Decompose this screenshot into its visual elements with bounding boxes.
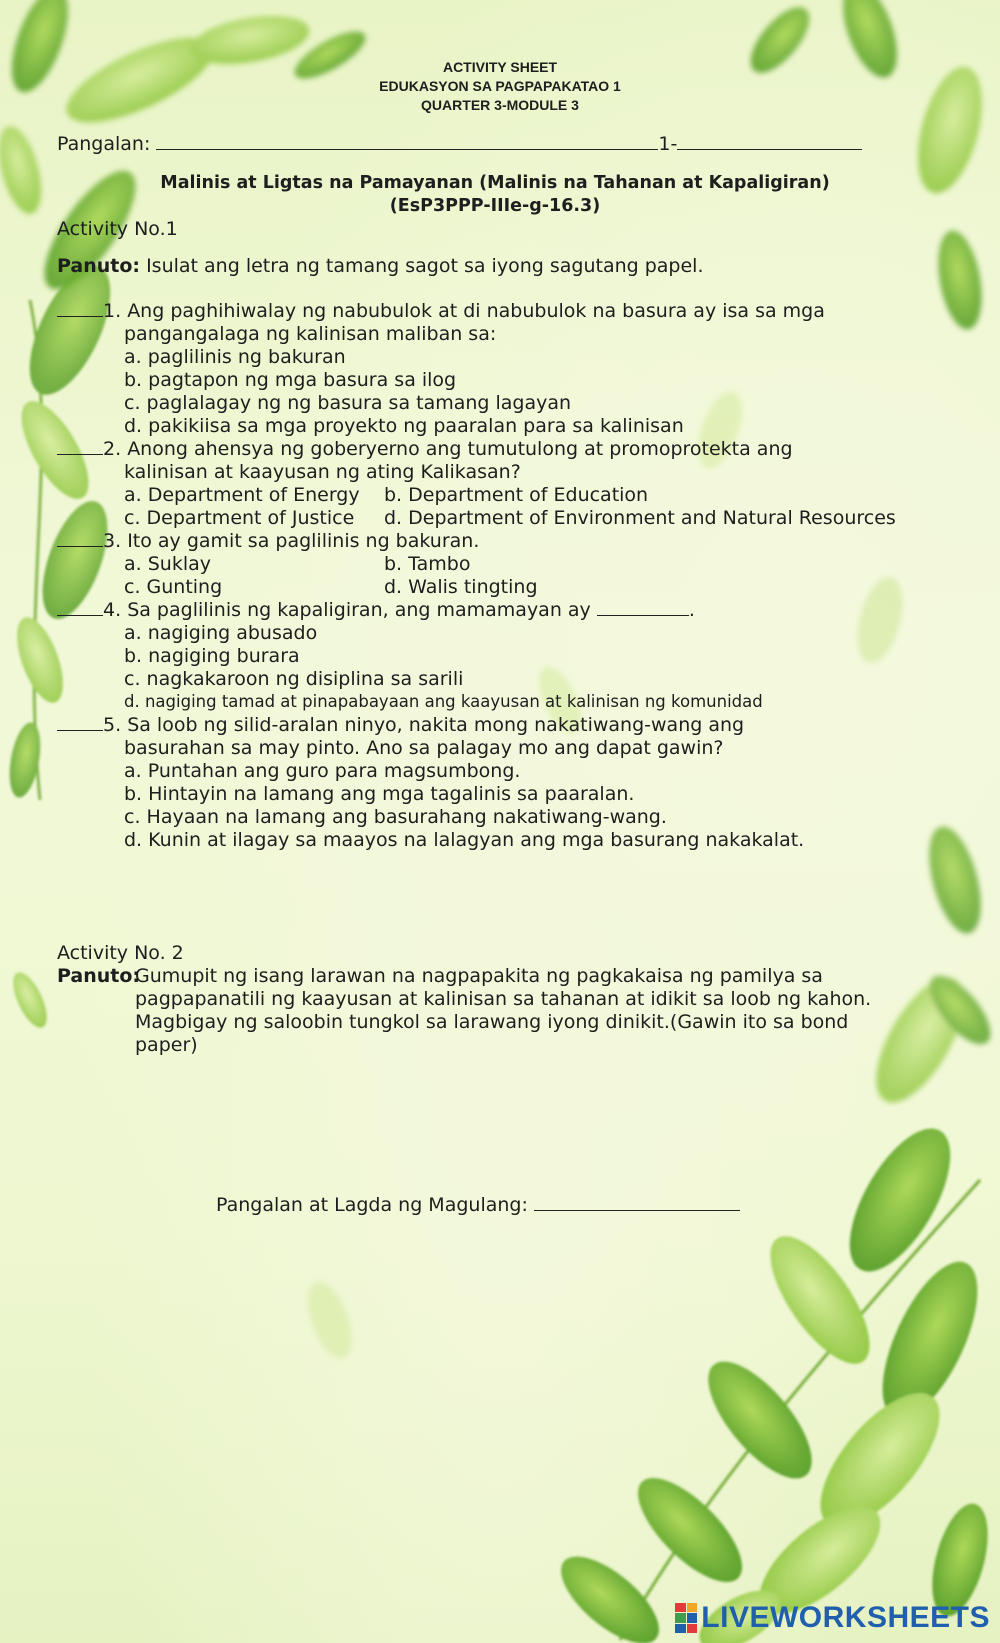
question-5-line1: Sa loob ng silid-aralan ninyo, nakita mong nakatiwang-wang ang	[127, 714, 745, 736]
question-1-line1: Ang paghihiwalay ng nabubulok at di nabubulok na basura ay isa sa mga	[127, 300, 825, 322]
question-3-option-a: a. Suklay	[124, 553, 211, 575]
question-3-option-c: c. Gunting	[124, 576, 223, 598]
activity2-instruction-label: Panuto:	[57, 965, 141, 987]
instruction-text: Isulat ang letra ng tamang sagot sa iyong sagutang papel.	[146, 255, 704, 277]
question-5-option-c: c. Hayaan na lamang ang basurahang nakatiwang-wang.	[124, 806, 667, 828]
activity2-line2: pagpapanatili ng kaayusan at kalinisan sa tahanan at idikit sa loob ng kahon.	[135, 988, 872, 1010]
parent-signature-row	[216, 1194, 740, 1216]
activity2-line4: paper)	[135, 1034, 198, 1056]
question-3-option-d: d. Walis tingting	[384, 576, 538, 598]
question-1-option-d: d. pakikiisa sa mga proyekto ng paaralan para sa kalinisan	[124, 415, 684, 437]
question-4	[57, 599, 695, 621]
question-3-line1: Ito ay gamit sa paglilinis ng bakuran.	[127, 530, 480, 552]
answer-blank-3[interactable]	[57, 532, 103, 547]
question-4-line1: Sa paglilinis ng kapaligiran, ang mamamayan ay	[127, 599, 591, 621]
answer-blank-5[interactable]	[57, 716, 103, 731]
question-1-option-a: a. paglilinis ng bakuran	[124, 346, 346, 368]
name-blank[interactable]	[156, 135, 658, 150]
question-5-option-a: a. Puntahan ang guro para magsumbong.	[124, 760, 521, 782]
question-3-number: 3.	[103, 530, 122, 552]
question-5-option-d: d. Kunin at ilagay sa maayos na lalagyan ang mga basurang nakakalat.	[124, 829, 805, 851]
activity2-line3: Magbigay ng saloobin tungkol sa larawang iyong dinikit.(Gawin ito sa bond	[135, 1011, 849, 1033]
question-4-fill-blank[interactable]	[597, 601, 689, 616]
question-3-option-b: b. Tambo	[384, 553, 471, 575]
activity1-label: Activity No.1	[57, 218, 178, 240]
answer-blank-2[interactable]	[57, 440, 103, 455]
liveworksheets-text: LIVEWORKSHEETS	[701, 1601, 990, 1634]
lesson-title: Malinis at Ligtas na Pamayanan (Malinis na Tahanan at Kapaligiran)	[160, 173, 830, 193]
name-row	[57, 133, 862, 155]
question-1-option-b: b. pagtapon ng mga basura sa ilog	[124, 369, 457, 391]
question-1-line2: pangangalaga ng kalinisan maliban sa:	[124, 323, 497, 345]
question-1	[57, 300, 825, 322]
answer-blank-1[interactable]	[57, 302, 103, 317]
question-4-end: .	[688, 599, 695, 621]
question-5-option-b: b. Hintayin na lamang ang mga tagalinis sa paaralan.	[124, 783, 635, 805]
question-1-option-c: c. paglalagay ng ng basura sa tamang lagayan	[124, 392, 572, 414]
name-label: Pangalan:	[57, 133, 151, 155]
activity2-label: Activity No. 2	[57, 942, 184, 964]
question-4-option-b: b. nagiging burara	[124, 645, 300, 667]
question-2	[57, 438, 793, 460]
answer-blank-4[interactable]	[57, 601, 103, 616]
section-label: 1-	[658, 133, 678, 155]
question-2-option-d: d. Department of Environment and Natural Resources	[384, 507, 896, 529]
question-4-option-d: d. nagiging tamad at pinapabayaan ang kaayusan at kalinisan ng komunidad	[124, 692, 763, 711]
liveworksheets-logo	[675, 1601, 990, 1635]
parent-signature-label: Pangalan at Lagda ng Magulang:	[216, 1194, 528, 1216]
question-5-line2: basurahan sa may pinto. Ano sa palagay mo ang dapat gawin?	[124, 737, 724, 759]
question-2-number: 2.	[103, 438, 122, 460]
instruction-label: Panuto:	[57, 255, 141, 277]
question-4-number: 4.	[103, 599, 122, 621]
question-5	[57, 714, 744, 736]
question-4-option-c: c. nagkakaroon ng disiplina sa sarili	[124, 668, 464, 690]
header-quarter-module: QUARTER 3-MODULE 3	[421, 97, 579, 113]
question-1-number: 1.	[103, 300, 122, 322]
parent-signature-blank[interactable]	[534, 1196, 740, 1211]
question-2-option-c: c. Department of Justice	[124, 507, 355, 529]
question-2-line1: Anong ahensya ng goberyerno ang tumutulong at promoprotekta ang	[127, 438, 793, 460]
question-2-line2: kalinisan at kaayusan ng ating Kalikasan?	[124, 461, 521, 483]
activity1-instruction	[57, 255, 704, 277]
question-5-number: 5.	[103, 714, 122, 736]
question-4-option-a: a. nagiging abusado	[124, 622, 318, 644]
header-activity-sheet: ACTIVITY SHEET	[442, 59, 558, 75]
header-subject: EDUKASYON SA PAGPAPAKATAO 1	[379, 78, 621, 94]
lesson-code: (EsP3PPP-IIIe-g-16.3)	[389, 196, 601, 216]
liveworksheets-logo-icon	[675, 1603, 697, 1633]
activity2-line1: Gumupit ng isang larawan na nagpapakita ng pagkakaisa ng pamilya sa	[135, 965, 823, 987]
question-2-option-a: a. Department of Energy	[124, 484, 360, 506]
question-2-option-b: b. Department of Education	[384, 484, 649, 506]
question-3	[57, 530, 479, 552]
section-blank[interactable]	[677, 135, 862, 150]
